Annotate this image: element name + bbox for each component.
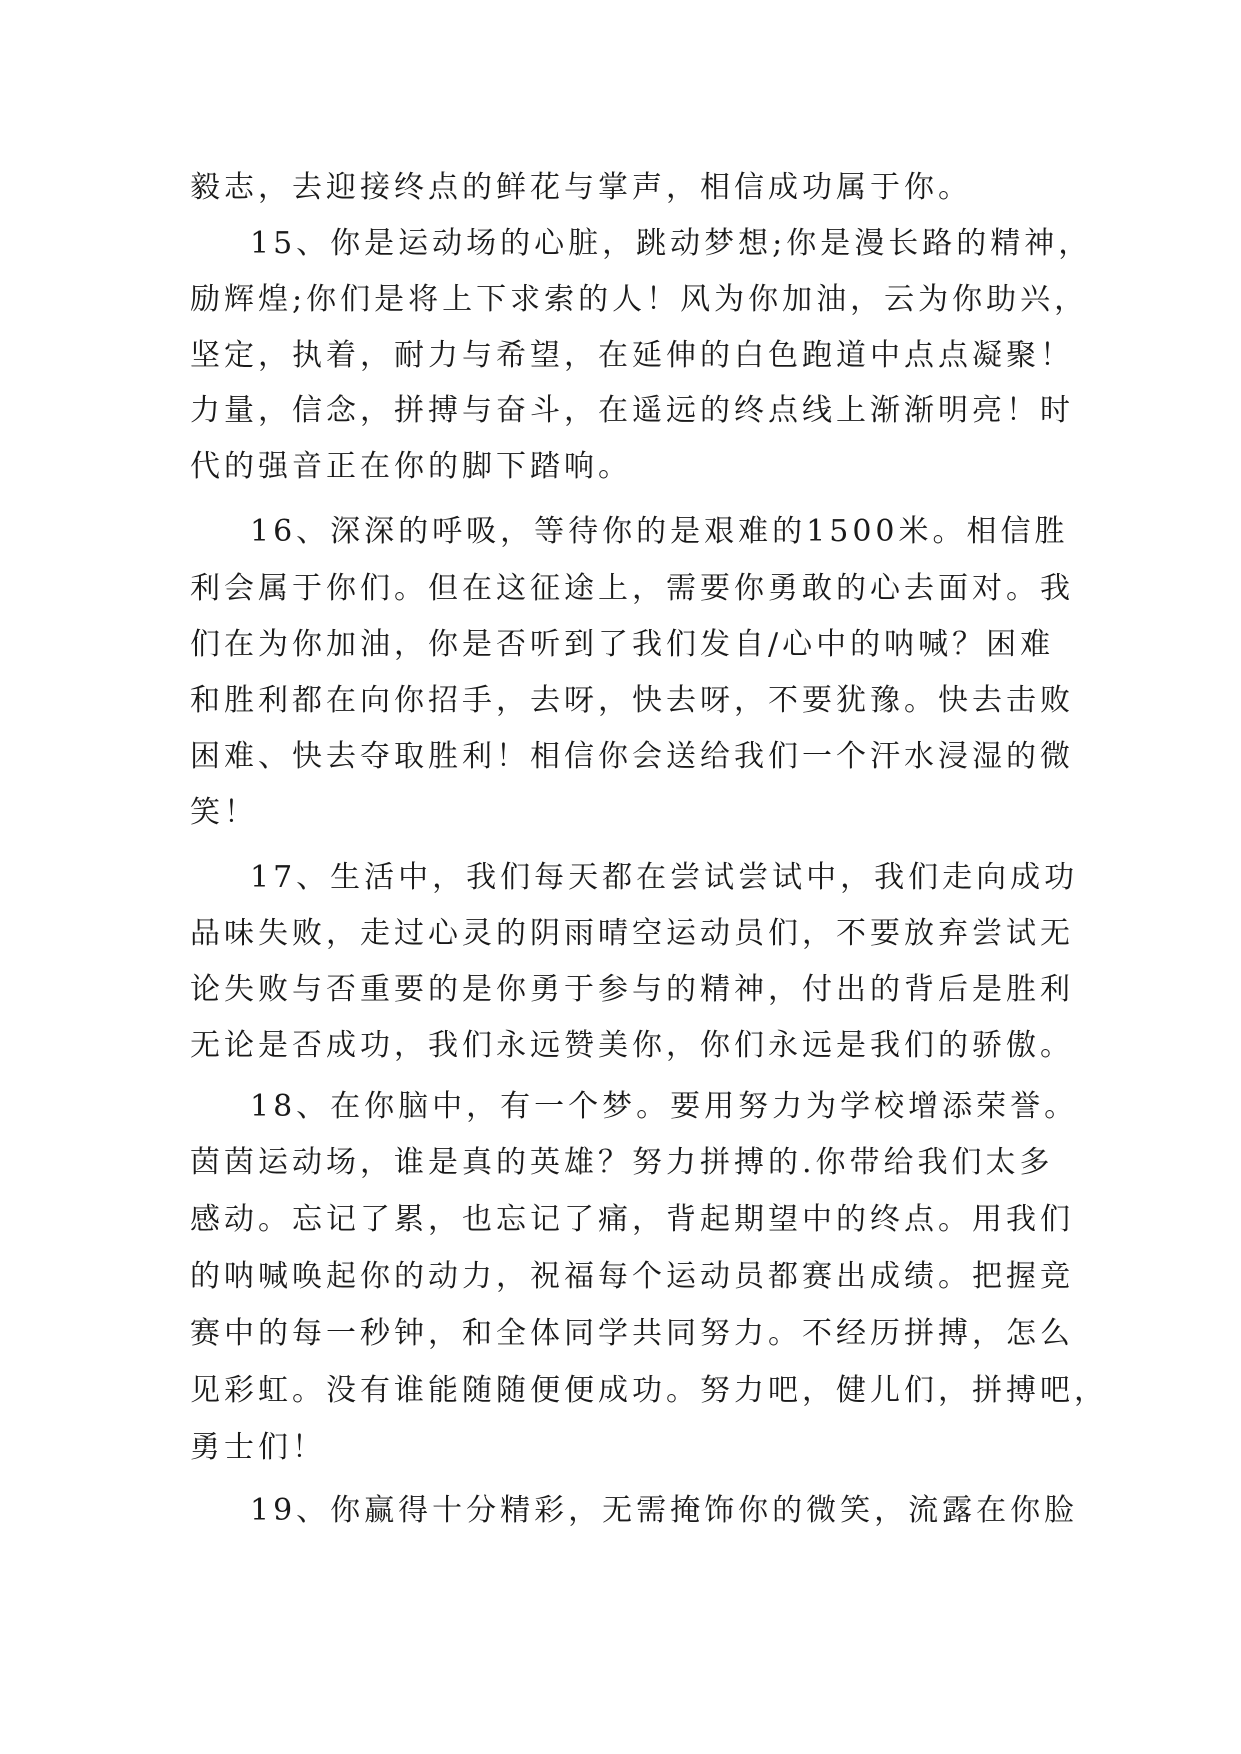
text-line: 们在为你加油，你是否听到了我们发自/心中的呐喊？困难 [190,627,1055,662]
text-line: 赛中的每一秒钟，和全体同学共同努力。不经历拼搏，怎么 [190,1316,1074,1351]
paragraph-19-start: 19、你赢得十分精彩，无需掩饰你的微笑，流露在你脸 [250,1493,1079,1528]
text-line: 笑！ [190,795,258,830]
text-line: 勇士们！ [190,1430,326,1465]
text-line: 利会属于你们。但在这征途上，需要你勇敢的心去面对。我 [190,571,1074,606]
text-line: 茵茵运动场，谁是真的英雄？努力拼搏的.你带给我们太多 [190,1145,1054,1180]
paragraph-16-start: 16、深深的呼吸，等待你的是艰难的1500米。相信胜 [250,514,1069,549]
text-line: 困难、快去夺取胜利！相信你会送给我们一个汗水浸湿的微 [190,739,1074,774]
text-line: 见彩虹。没有谁能随随便便成功。努力吧，健儿们，拼搏吧， [190,1373,1108,1408]
text-line: 感动。忘记了累，也忘记了痛，背起期望中的终点。用我们 [190,1202,1074,1237]
text-line: 和胜利都在向你招手，去呀，快去呀，不要犹豫。快去击败 [190,683,1074,718]
text-line: 坚定，执着，耐力与希望，在延伸的白色跑道中点点凝聚！ [190,338,1074,373]
paragraph-15-start: 15、你是运动场的心脏，跳动梦想;你是漫长路的精神， [250,226,1093,261]
text-line: 品味失败，走过心灵的阴雨晴空运动员们，不要放弃尝试无 [190,916,1074,951]
paragraph-17-start: 17、生活中，我们每天都在尝试尝试中，我们走向成功 [250,860,1079,895]
text-line: 励辉煌;你们是将上下求索的人！风为你加油，云为你助兴， [190,282,1089,317]
text-line: 代的强音正在你的脚下踏响。 [190,449,632,484]
text-line: 的呐喊唤起你的动力，祝福每个运动员都赛出成绩。把握竞 [190,1259,1074,1294]
text-line: 毅志，去迎接终点的鲜花与掌声，相信成功属于你。 [190,170,972,205]
text-line: 无论是否成功，我们永远赞美你，你们永远是我们的骄傲。 [190,1028,1074,1063]
text-line: 力量，信念，拼搏与奋斗，在遥远的终点线上渐渐明亮！时 [190,393,1074,428]
text-line: 论失败与否重要的是你勇于参与的精神，付出的背后是胜利 [190,972,1074,1007]
paragraph-18-start: 18、在你脑中，有一个梦。要用努力为学校增添荣誉。 [250,1089,1079,1124]
